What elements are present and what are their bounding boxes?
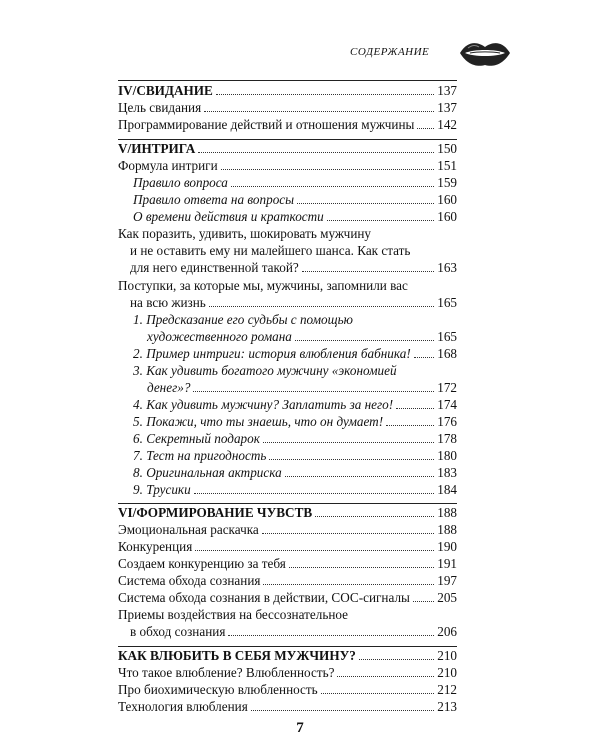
toc-section-6[interactable]: VI/ФОРМИРОВАНИЕ ЧУВСТВ 188 xyxy=(118,505,457,520)
toc-entry[interactable]: в обход сознания 206 xyxy=(130,624,457,639)
toc-entry[interactable]: для него единственной такой? 163 xyxy=(130,260,457,275)
toc-entry[interactable]: Программирование действий и отношения мужчины 142 xyxy=(118,117,457,132)
toc-subentry-line[interactable]: 1. Предсказание его судьбы с помощью xyxy=(133,312,353,327)
toc-subentry[interactable]: денег»? 172 xyxy=(147,380,457,395)
toc-entry[interactable]: Конкуренция 190 xyxy=(118,539,457,554)
toc-entry[interactable]: Система обхода сознания 197 xyxy=(118,573,457,588)
toc-subentry[interactable]: 2. Пример интриги: история влюбления бабника! 168 xyxy=(133,346,457,361)
toc-entry-line[interactable]: Приемы воздействия на бессознательное xyxy=(118,607,348,622)
toc-subentry[interactable]: Правило ответа на вопросы 160 xyxy=(133,192,457,207)
running-header xyxy=(350,38,520,68)
toc-entry[interactable]: Про биохимическую влюбленность 212 xyxy=(118,682,457,697)
lips-icon xyxy=(456,38,514,68)
toc-entry[interactable]: Формула интриги 151 xyxy=(118,158,457,173)
section-divider xyxy=(118,80,457,81)
toc-subentry[interactable]: 9. Трусики 184 xyxy=(133,482,457,497)
toc-entry-line[interactable]: и не оставить ему ни малейшего шанса. Как стать xyxy=(130,243,411,258)
toc-entry-line[interactable]: Как поразить, удивить, шокировать мужчину xyxy=(118,226,372,241)
header-title: СОДЕРЖАНИЕ xyxy=(350,46,430,58)
toc-entry[interactable]: Что такое влюбление? Влюбленность? 210 xyxy=(118,665,457,680)
toc-entry[interactable]: Создаем конкуренцию за тебя 191 xyxy=(118,556,457,571)
toc-subentry[interactable]: 7. Тест на пригодность 180 xyxy=(133,448,457,463)
toc-subentry[interactable]: 8. Оригинальная актриска 183 xyxy=(133,465,457,480)
toc-section-4[interactable]: IV/СВИДАНИЕ 137 xyxy=(118,83,457,98)
toc-subentry[interactable]: Правило вопроса 159 xyxy=(133,175,457,190)
toc-entry[interactable]: Система обхода сознания в действии, СОС-сигналы 205 xyxy=(118,590,457,605)
toc-entry-line[interactable]: Поступки, за которые мы, мужчины, запомнили вас xyxy=(118,278,408,293)
toc-subentry[interactable]: 4. Как удивить мужчину? Заплатить за него! 174 xyxy=(133,397,457,412)
toc-entry[interactable]: Эмоциональная раскачка 188 xyxy=(118,522,457,537)
toc-subentry-line[interactable]: 3. Как удивить богатого мужчину «экономией xyxy=(133,363,397,378)
toc-subentry[interactable]: 5. Покажи, что ты знаешь, что он думает! 176 xyxy=(133,414,457,429)
page-number: 7 xyxy=(296,720,304,736)
toc-entry[interactable]: на всю жизнь 165 xyxy=(130,295,457,310)
toc-subentry[interactable]: художественного романа 165 xyxy=(147,329,457,344)
toc-subentry[interactable]: О времени действия и краткости 160 xyxy=(133,209,457,224)
toc-subentry[interactable]: 6. Секретный подарок 178 xyxy=(133,431,457,446)
toc-entry[interactable]: Цель свидания 137 xyxy=(118,100,457,115)
toc-section-7[interactable]: КАК ВЛЮБИТЬ В СЕБЯ МУЖЧИНУ? 210 xyxy=(118,648,457,663)
toc-entry[interactable]: Технология влюбления 213 xyxy=(118,699,457,714)
toc-section-5[interactable]: V/ИНТРИГА 150 xyxy=(118,141,457,156)
